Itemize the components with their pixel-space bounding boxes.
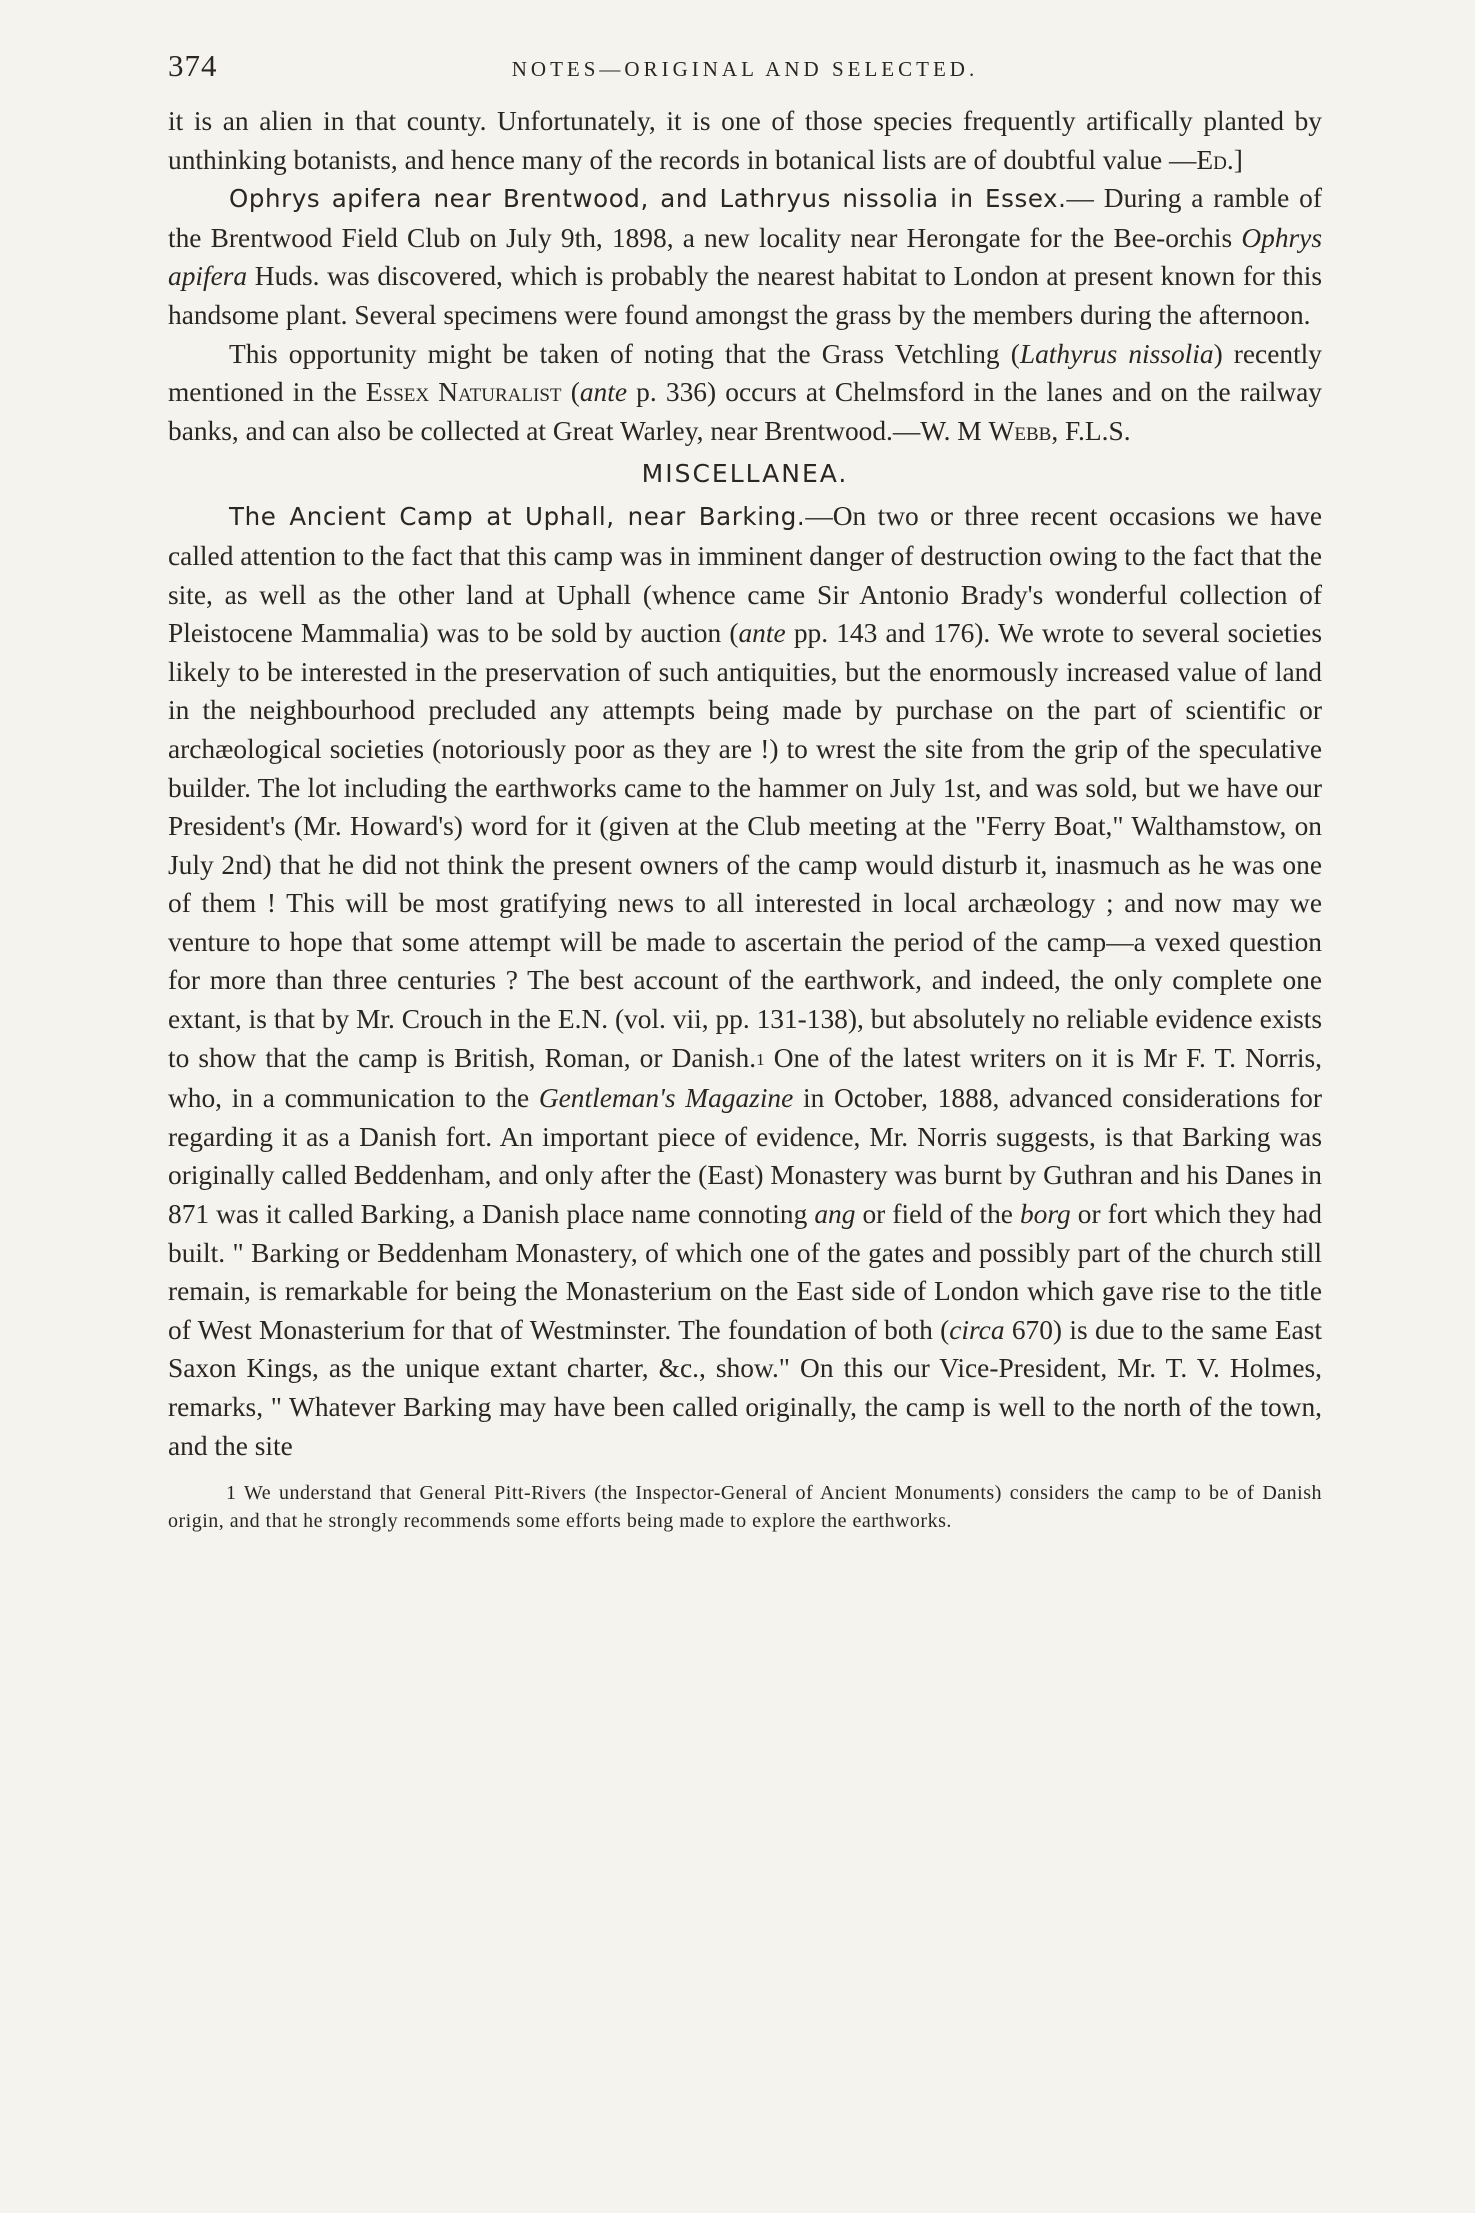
section-heading: MISCELLANEA. [641, 459, 849, 489]
footnote [168, 1479, 1322, 1535]
paragraph-lathyrus: This opportunity might be taken of noting that the Grass Vetchling (Lathyrus nissolia) recently mentioned in the Essex Naturalist (ante p. 336) occurs at Chelmsford in the lanes and on the railway banks, and can also be collected at Great Warley, near Brentwood.—W. M Webb, F.L.S. [168, 338, 1322, 446]
journal-name: Essex Naturalist [365, 377, 562, 408]
body-text [168, 102, 1322, 1465]
author-name: Webb [988, 415, 1052, 446]
footnote-marker: 1 [226, 1482, 237, 1505]
running-title: NOTES—ORIGINAL AND SELECTED. [511, 57, 979, 81]
species-name: Ophrys apifera [168, 222, 1322, 292]
footnote-reference: 1 [756, 1049, 765, 1069]
note-title-uphall: The Ancient Camp at Uphall, near Barking. [229, 502, 806, 532]
page-number: 374 [168, 48, 218, 83]
journal-name: Gentleman's Magazine [538, 1083, 794, 1114]
paragraph-ophrys: Ophrys apifera near Brentwood, and Lathryus nissolia in Essex.— During a ramble of the Brentwood Field Club on July 9th, 1898, a new locality near Herongate for the Bee-orchis Ophrys apifera Huds. was discovered, which is probably the nearest habitat to London at present known for this handsome plant. Several specimens were found amongst the grass by the members during the afternoon. [168, 183, 1322, 330]
editor-signature: Ed. [1196, 144, 1234, 175]
note-title-ophrys: Ophrys apifera near Brentwood, and Lathryus nissolia in Essex. [229, 184, 1067, 214]
species-name: Lathyrus nissolia [1019, 338, 1214, 369]
paragraph-uphall: The Ancient Camp at Uphall, near Barking.—On two or three recent occasions we have called attention to the fact that this camp was in imminent danger of destruction owing to the fact that the site, as well as the other land at Uphall (whence came Sir Antonio Brady's wonderful collection of Pleistocene Mammalia) was to be sold by auction (ante pp. 143 and 176). We wrote to several societies likely to be interested in the preservation of such antiquities, but the enormously increased value of land in the neighbourhood precluded any attempts being made by purchase on the part of scientific or archæological societies (notoriously poor as they are !) to wrest the site from the grip of the speculative builder. The lot including the earthworks came to the hammer on July 1st, and was sold, but we have our President's (Mr. Howard's) word for it (given at the Club meeting at the "Ferry Boat," Walthamstow, on July 2nd) that he did not think the present owners of the camp would disturb it, inasmuch as he was one of them ! This will be most gratifying news to all interested in local archæology ; and now may we venture to hope that some attempt will be made to ascertain the period of the camp—a vexed question for more than three centuries ? The best account of the earthwork, and indeed, the only complete one extant, is that by Mr. Crouch in the E.N. (vol. vii, pp. 131-138), but absolutely no reliable evidence exists to show that the camp is British, Roman, or Danish.$^1$ One of the latest writers on it is Mr F. T. Norris, who, in a communication to the Gentleman's Magazine in October, 1888, advanced considerations for regarding it as a Danish fort. An important piece of evidence, Mr. Norris suggests, is that Barking was originally called Beddenham, and only after the (East) Monastery was burnt by Guthran and his Danes in 871 was it called Barking, a Danish place name connoting ang or field of the borg or fort which they had built. " Barking or Beddenham Monastery, of which one of the gates and possibly part of the church still remain, is remarkable for being the Monasterium on the East side of London which gave rise to the title of West Monasterium for that of Westminster. The foundation of both (circa 670) is due to the same East Saxon Kings, as the unique extant charter, &c., show." On this our Vice-President, Mr. T. V. Holmes, remarks, " Whatever Barking may have been called originally, the camp is well to the north of the town, and the site [168, 501, 1322, 1461]
page-header [168, 48, 1322, 102]
footnote-text: We understand that General Pitt-Rivers (the Inspector-General of Ancient Monuments) considers the camp to be of Danish origin, and that he strongly recommends some efforts being made to explore the earthworks. [168, 1482, 1322, 1533]
paragraph-continuation: it is an alien in that county. Unfortunately, it is one of those species frequently artifically planted by unthinking botanists, and hence many of the records in botanical lists are of doubtful value —Ed.] [168, 106, 1322, 175]
